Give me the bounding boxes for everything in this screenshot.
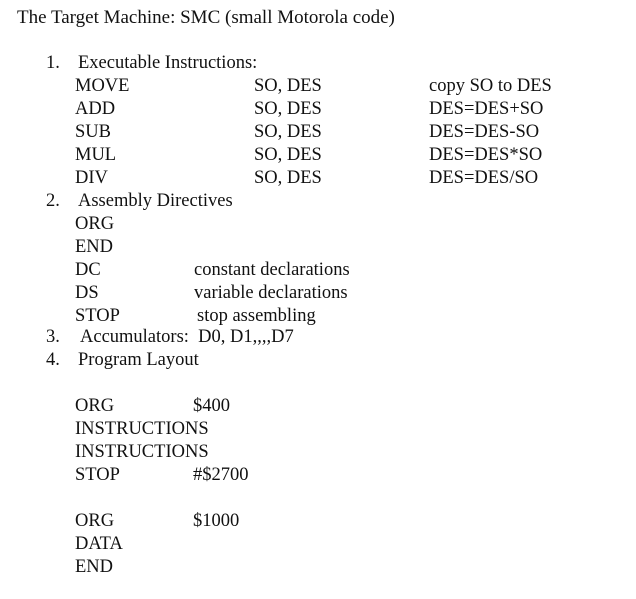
instruction-operands: SO, DES	[254, 168, 322, 188]
directive-description: constant declarations	[194, 260, 350, 280]
section-heading: Accumulators: D0, D1,,,,D7	[80, 327, 294, 347]
instruction-comment: copy SO to DES	[429, 76, 552, 96]
instruction-comment: DES=DES*SO	[429, 145, 543, 165]
instruction-operands: SO, DES	[254, 145, 322, 165]
layout-keyword: ORG	[75, 396, 115, 416]
directive-name: STOP	[75, 306, 120, 326]
section-number: 4.	[46, 350, 60, 370]
section-number: 3.	[46, 327, 60, 347]
layout-keyword: INSTRUCTIONS	[75, 442, 209, 462]
directive-name: DS	[75, 283, 99, 303]
directive-description: variable declarations	[194, 283, 348, 303]
instruction-operands: SO, DES	[254, 99, 322, 119]
directive-description: stop assembling	[197, 306, 316, 326]
directive-name: ORG	[75, 214, 115, 234]
layout-value: $400	[193, 396, 230, 416]
layout-value: #$2700	[193, 465, 249, 485]
instruction-opcode: ADD	[75, 99, 116, 119]
layout-keyword: INSTRUCTIONS	[75, 419, 209, 439]
directive-name: END	[75, 237, 114, 257]
layout-keyword: ORG	[75, 511, 115, 531]
instruction-comment: DES=DES+SO	[429, 99, 544, 119]
section-heading: Assembly Directives	[78, 191, 233, 211]
instruction-opcode: SUB	[75, 122, 111, 142]
instruction-comment: DES=DES-SO	[429, 122, 540, 142]
section-number: 2.	[46, 191, 60, 211]
layout-keyword: END	[75, 557, 114, 577]
instruction-opcode: DIV	[75, 168, 108, 188]
layout-value: $1000	[193, 511, 240, 531]
section-number: 1.	[46, 53, 60, 73]
document-title: The Target Machine: SMC (small Motorola code)	[17, 7, 395, 28]
directive-name: DC	[75, 260, 101, 280]
instruction-opcode: MOVE	[75, 76, 130, 96]
instruction-operands: SO, DES	[254, 122, 322, 142]
section-heading: Program Layout	[78, 350, 199, 370]
section-heading: Executable Instructions:	[78, 53, 258, 73]
instruction-operands: SO, DES	[254, 76, 322, 96]
instruction-comment: DES=DES/SO	[429, 168, 539, 188]
instruction-opcode: MUL	[75, 145, 117, 165]
layout-keyword: STOP	[75, 465, 120, 485]
layout-keyword: DATA	[75, 534, 123, 554]
